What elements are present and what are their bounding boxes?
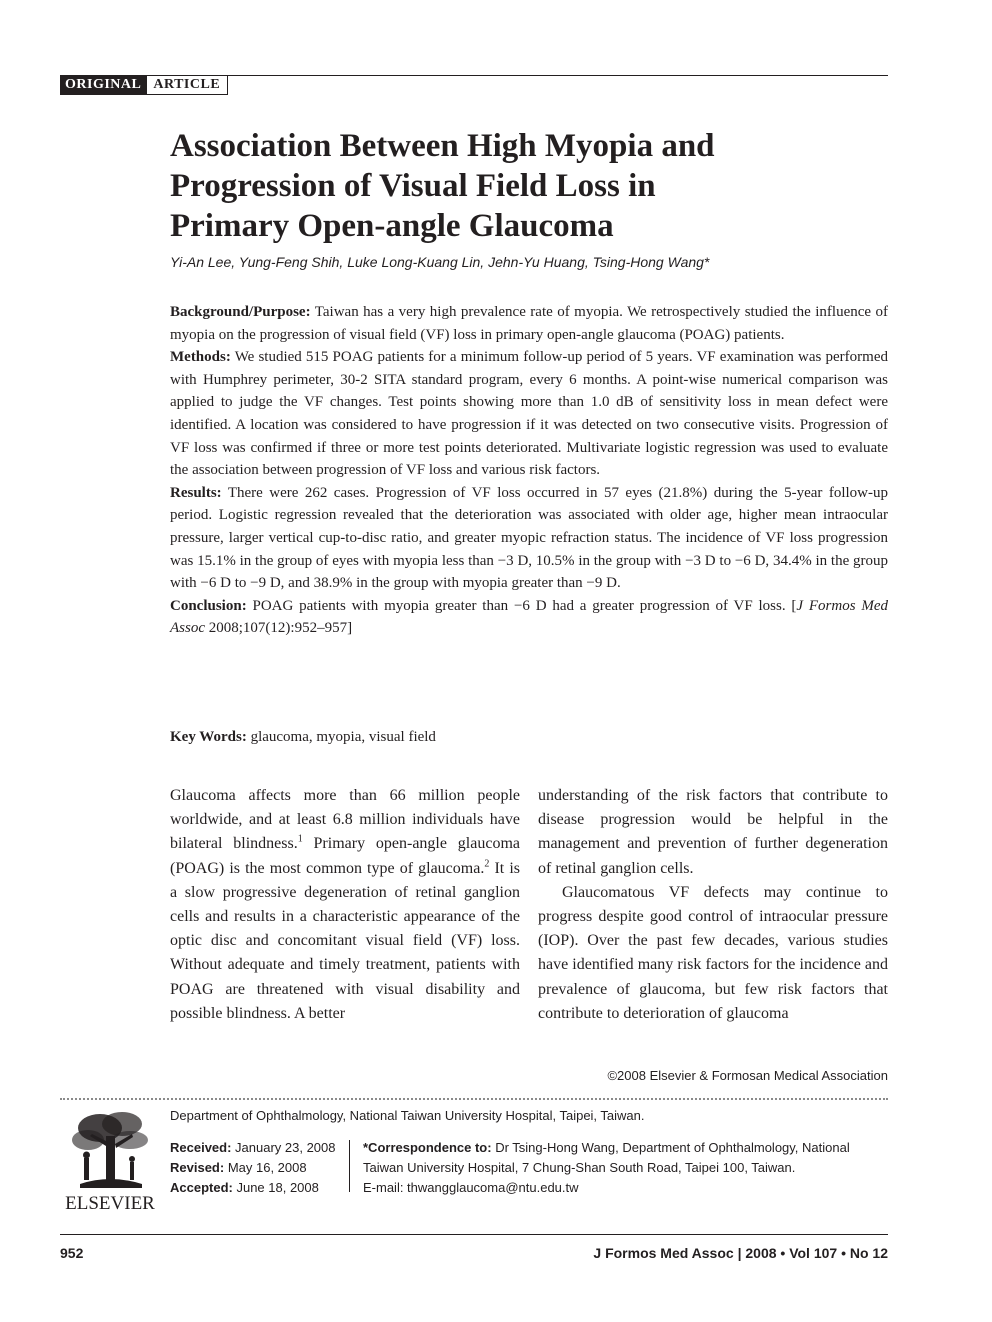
- vertical-separator: [349, 1140, 350, 1192]
- title-line: Primary Open-angle Glaucoma: [170, 208, 614, 244]
- journal-reference: J Formos Med Assoc | 2008 • Vol 107 • No 12: [593, 1245, 888, 1261]
- author-list: Yi-An Lee, Yung-Feng Shih, Luke Long-Kuang Lin, Jehn-Yu Huang, Tsing-Hong Wang*: [170, 254, 710, 270]
- elsevier-logo: [60, 1106, 160, 1212]
- email-link[interactable]: E-mail: thwangglaucoma@ntu.edu.tw: [363, 1180, 579, 1195]
- reference-2[interactable]: 2: [484, 858, 490, 870]
- article-type-tag: [60, 76, 228, 95]
- elsevier-tree-icon: [60, 1106, 160, 1212]
- abstract-background: [170, 301, 888, 346]
- abstract-conclusion: [170, 595, 888, 640]
- keywords: [170, 729, 436, 746]
- results-text: There were 262 cases. Progression of VF loss occurred in 57 eyes (21.8%) during the 5-year follow-up period. Logistic regression revealed that the deterioration was associated with older age, higher mean intraocular pressure, larger vertical cup-to-disc ratio, and greater myopic refraction status. The incidence of VF loss progression was 15.1% in the group of eyes with myopia less than −3 D, 10.5% in the group with −3 D to −6 D, 34.4% in the group with −6 D to −9 D, and 38.9% in the group with myopia greater than −9 D.: [170, 484, 888, 592]
- background-label: Background/Purpose:: [170, 304, 311, 320]
- methods-label: Methods:: [170, 349, 231, 366]
- title-line: Association Between High Myopia and: [170, 128, 715, 164]
- keywords-label: Key Words:: [170, 729, 247, 745]
- dotted-divider: [60, 1098, 888, 1103]
- body-paragraph: Glaucomatous VF defects may continue to progress despite good control of intraocular pressure (IOP). Over the past few decades, various studies have identified many risk factors for the incidence and prevalence of glaucoma, but few risk factors that contribute to deterioration of glaucoma: [538, 883, 888, 1022]
- tag-article: ARTICLE: [146, 76, 228, 95]
- tag-original: ORIGINAL: [60, 76, 146, 95]
- revised-date: [170, 1158, 336, 1178]
- conclusion-text: POAG patients with myopia greater than −6 D had a greater progression of VF loss. [: [246, 597, 797, 614]
- citation-rest: 2008;107(12):952–957]: [205, 620, 353, 637]
- correspondence: [363, 1138, 891, 1198]
- results-label: Results:: [170, 484, 222, 501]
- abstract-methods: [170, 346, 888, 482]
- body-column-left: [170, 784, 520, 1026]
- logo-text: ELSEVIER: [65, 1193, 155, 1212]
- correspondence-text: Dr Tsing-Hong Wang, Department of Ophthalmology, National Taiwan University Hospital, 7 Chung-Shan South Road, Taipei 100, Taiwan.: [363, 1140, 850, 1175]
- body-paragraph: [170, 784, 520, 1026]
- bottom-rule: [60, 1234, 888, 1235]
- conclusion-label: Conclusion:: [170, 597, 247, 614]
- affiliation: Department of Ophthalmology, National Taiwan University Hospital, Taipei, Taiwan.: [170, 1108, 645, 1123]
- body-text: It is a slow progressive degeneration of retinal ganglion cells and results in a characteristic appearance of the optic disc and concomitant visual field (VF) loss. Without adequate and timely treatment, patients with POAG are threatened with visual disability and possible blindness. A better: [170, 859, 520, 1022]
- body-text: Glaucoma affects more than 66 million people worldwide, and at least 6.8 million individuals have bilateral blindness.: [170, 787, 520, 853]
- body-column-right: [538, 784, 888, 1026]
- keywords-text: glaucoma, myopia, visual field: [246, 729, 436, 745]
- revised-value: May 16, 2008: [224, 1160, 307, 1175]
- article-title: [170, 126, 870, 246]
- title-line: Progression of Visual Field Loss in: [170, 168, 656, 204]
- reference-1[interactable]: 1: [297, 834, 303, 846]
- correspondence-label: *Correspondence to:: [363, 1140, 492, 1155]
- methods-text: We studied 515 POAG patients for a minimum follow-up period of 5 years. VF examination was performed with Humphrey perimeter, 30-2 SITA standard program, every 6 months. A point-wise numerical comparison was applied to judge the VF changes. Test points showing more than 1.0 dB of sensitivity loss in mean defect were identified. A location was considered to have progression if it was detected on two consecutive visits. Progression of VF loss was confirmed if three or more test points deteriorated. Multivariate logistic regression was used to evaluate the association between progression of VF loss and various risk factors.: [170, 349, 888, 479]
- accepted-label: Accepted:: [170, 1180, 233, 1195]
- received-date: [170, 1138, 336, 1158]
- background-text: Taiwan has a very high prevalence rate of myopia. We retrospectively studied the influence of myopia on the progression of visual field (VF) loss in primary open-angle glaucoma (POAG) patients.: [170, 304, 888, 343]
- body-text: Primary open-angle glaucoma (POAG) is the most common type of glaucoma.: [170, 835, 520, 877]
- article-dates: [170, 1138, 336, 1198]
- abstract: [170, 301, 888, 640]
- abstract-results: [170, 482, 888, 595]
- copyright-notice: ©2008 Elsevier & Formosan Medical Association: [607, 1068, 888, 1083]
- citation-journal: J Formos Med Assoc: [170, 597, 888, 637]
- revised-label: Revised:: [170, 1160, 225, 1175]
- received-label: Received:: [170, 1140, 232, 1155]
- received-value: January 23, 2008: [231, 1140, 336, 1155]
- body-paragraph: understanding of the risk factors that contribute to disease progression would be helpful in the management and prevention of further degeneration of retinal ganglion cells.: [538, 787, 888, 877]
- page-number: 952: [60, 1245, 84, 1261]
- accepted-value: June 18, 2008: [232, 1180, 319, 1195]
- accepted-date: [170, 1178, 336, 1198]
